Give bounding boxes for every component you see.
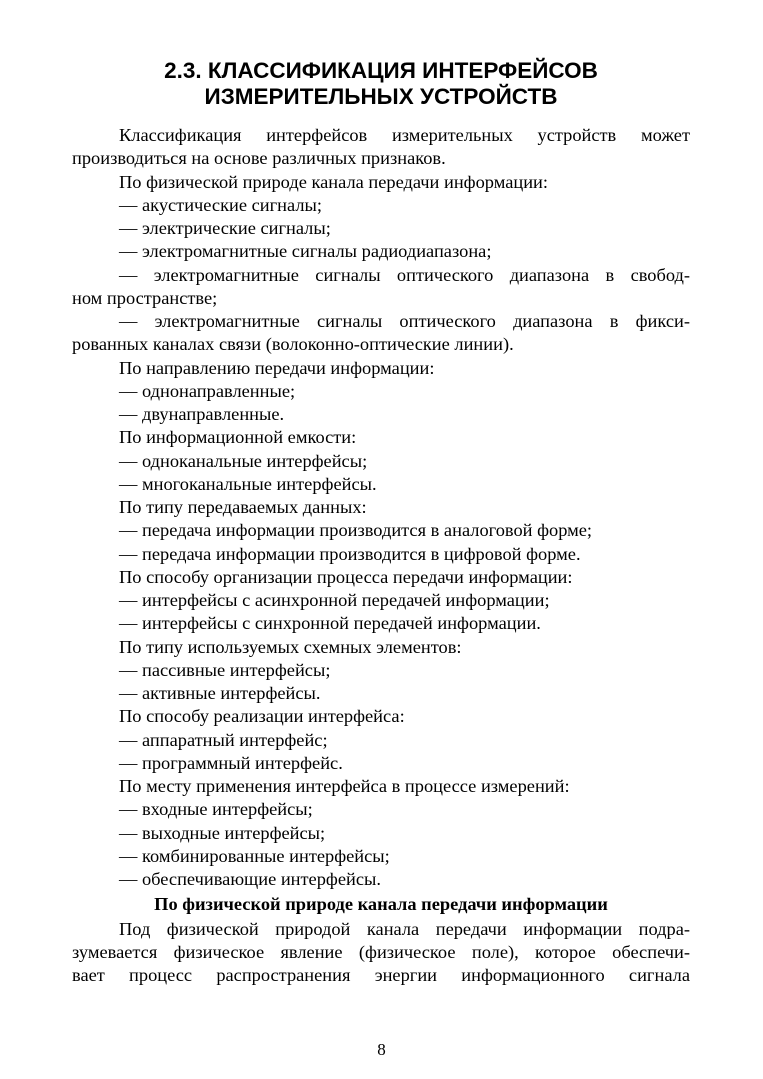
list-item: — передача информации производится в аналоговой форме; (119, 520, 593, 541)
text-line: По направлению передачи информации: (119, 357, 435, 378)
list-item-continuation: ном пространстве; (72, 287, 218, 308)
section-heading-line-1: 2.3. КЛАССИФИКАЦИЯ ИНТЕРФЕЙСОВ (164, 58, 598, 83)
page-number: 8 (377, 1040, 386, 1059)
list-item: — одноканальные интерфейсы; (119, 450, 368, 471)
list-item: — комбинированные интерфейсы; (119, 845, 390, 866)
list-item: — электромагнитные сигналы радиодиапазона; (119, 241, 492, 262)
list-item: — электромагнитные сигналы оптического диапазона в свобод- (119, 264, 690, 285)
list-item: — электромагнитные сигналы оптического диапазона в фикси- (119, 311, 690, 331)
list-item: — акустические сигналы; (119, 194, 322, 215)
section-heading-line-2: ИЗМЕРИТЕЛЬНЫХ УСТРОЙСТВ (204, 84, 558, 109)
list-item: — электрические сигналы; (119, 218, 331, 238)
body-text (72, 124, 690, 987)
text-line: вает процесс распространения энергии информационного сигнала (72, 965, 690, 985)
list-item: — двунаправленные. (119, 404, 285, 424)
text-line: зумевается физическое явление (физическое поле), которое обеспечи- (72, 941, 690, 962)
text-line: производиться на основе различных признаков. (72, 148, 446, 169)
text-line: Под физической природой канала передачи информации подра- (119, 918, 690, 939)
list-item: — программный интерфейс. (119, 752, 343, 773)
list-item: — входные интерфейсы; (119, 799, 313, 820)
text-line: По способу организации процесса передачи информации: (119, 566, 573, 587)
list-item: — активные интерфейсы. (119, 683, 321, 703)
list-item: — аппаратный интерфейс; (119, 729, 328, 750)
list-item: — обеспечивающие интерфейсы. (119, 869, 381, 889)
list-item: — передача информации производится в цифровой форме. (119, 543, 581, 564)
list-item-continuation: рованных каналах связи (волоконно-оптические линии). (72, 334, 514, 355)
list-item: — интерфейсы с синхронной передачей информации. (119, 613, 541, 634)
text-line: По месту применения интерфейса в процессе измерений: (119, 776, 570, 796)
section-heading (72, 58, 690, 110)
subsection-heading: По физической природе канала передачи информации (154, 894, 608, 915)
text-line: По способу реализации интерфейса: (119, 706, 405, 727)
list-item: — многоканальные интерфейсы. (119, 473, 377, 494)
text-line: По физической природе канала передачи информации: (119, 171, 548, 192)
text-line: По типу используемых схемных элементов: (119, 636, 462, 657)
text-line: Классификация интерфейсов измерительных устройств может (119, 125, 690, 145)
list-item: — однонаправленные; (119, 380, 296, 401)
list-item: — выходные интерфейсы; (119, 822, 326, 843)
text-line: По информационной емкости: (119, 427, 357, 448)
list-item: — пассивные интерфейсы; (119, 659, 331, 680)
text-line: По типу передаваемых данных: (119, 497, 367, 517)
list-item: — интерфейсы с асинхронной передачей информации; (119, 590, 550, 610)
